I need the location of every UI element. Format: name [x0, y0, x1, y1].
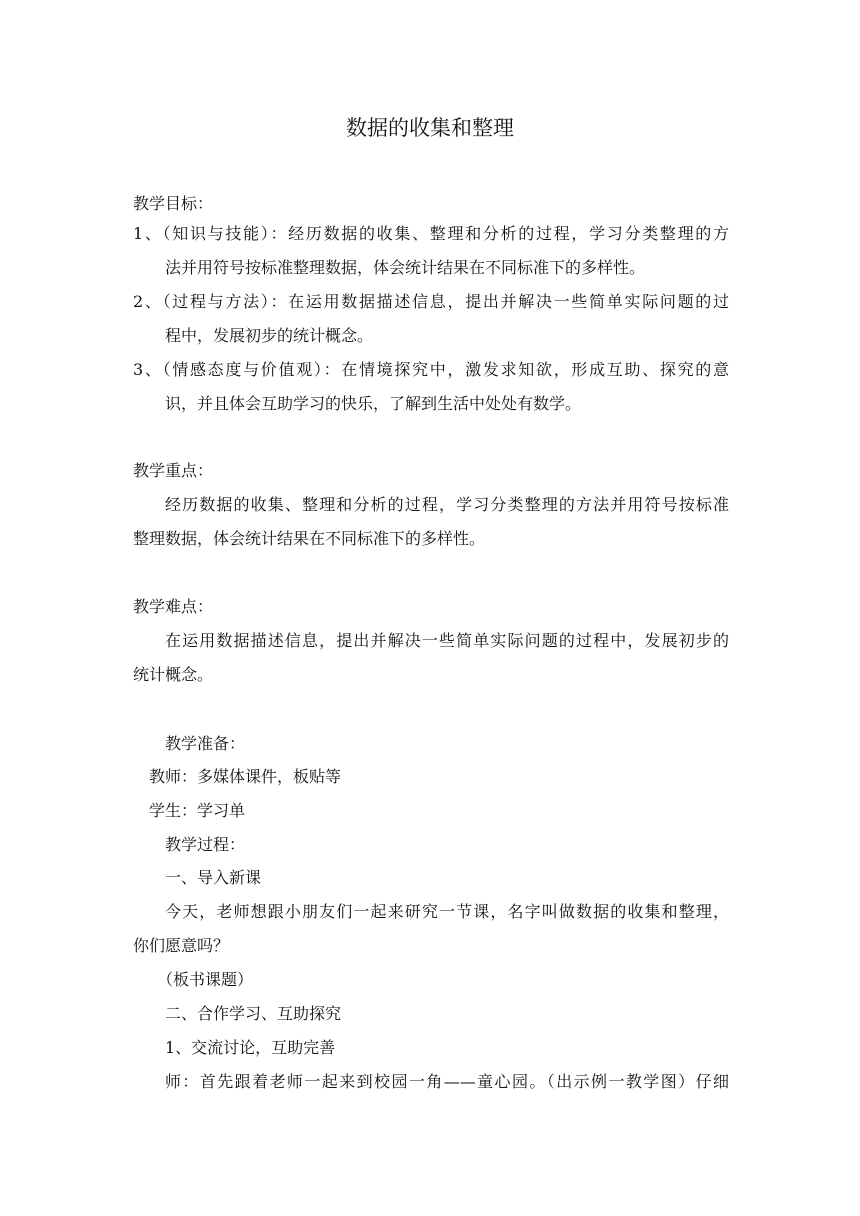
- process-section-1: 一、导入新课: [165, 868, 262, 887]
- key-points-line1: 经历数据的收集、整理和分析的过程，学习分类整理的方法并用符号按标准: [165, 495, 729, 514]
- preparation-teacher: 教师：多媒体课件，板贴等: [149, 767, 342, 786]
- goal-item-2-line2: 程中，发展初步的统计概念。: [165, 326, 374, 345]
- goal-item-3-line1: 3、（情感态度与价值观）：在情境探究中，激发求知欲，形成互助、探究的意: [133, 360, 729, 379]
- document-title: 数据的收集和整理: [346, 116, 514, 140]
- key-points-line2: 整理数据，体会统计结果在不同标准下的多样性。: [133, 529, 486, 548]
- process-board-note: （板书课题）: [157, 970, 254, 989]
- goal-item-3-line2: 识，并且体会互助学习的快乐，了解到生活中处处有数学。: [165, 394, 582, 413]
- key-points-heading: 教学重点：: [133, 461, 214, 480]
- preparation-student: 学生：学习单: [149, 801, 246, 820]
- process-para1-line1: 今天，老师想跟小朋友们一起来研究一节课，名字叫做数据的收集和整理，: [165, 902, 729, 921]
- difficulties-heading: 教学难点：: [133, 597, 214, 616]
- process-sub-1: 1、交流讨论，互助完善: [165, 1038, 336, 1057]
- process-section-2: 二、合作学习、互助探究: [165, 1004, 342, 1023]
- goal-item-1-line1: 1、（知识与技能）：经历数据的收集、整理和分析的过程，学习分类整理的方: [133, 224, 729, 243]
- goals-heading: 教学目标：: [133, 194, 214, 213]
- difficulties-line2: 统计概念。: [133, 665, 214, 684]
- goal-item-1-line2: 法并用符号按标准整理数据，体会统计结果在不同标准下的多样性。: [165, 258, 646, 277]
- goal-item-2-line1: 2、（过程与方法）：在运用数据描述信息，提出并解决一些简单实际问题的过: [133, 292, 729, 311]
- process-para1-line2: 你们愿意吗？: [133, 936, 230, 955]
- preparation-heading: 教学准备：: [165, 734, 246, 753]
- process-heading: 教学过程：: [165, 835, 246, 854]
- difficulties-line1: 在运用数据描述信息，提出并解决一些简单实际问题的过程中，发展初步的: [165, 631, 729, 650]
- process-para2-line1: 师：首先跟着老师一起来到校园一角——童心园。（出示例一教学图）仔细: [165, 1072, 729, 1091]
